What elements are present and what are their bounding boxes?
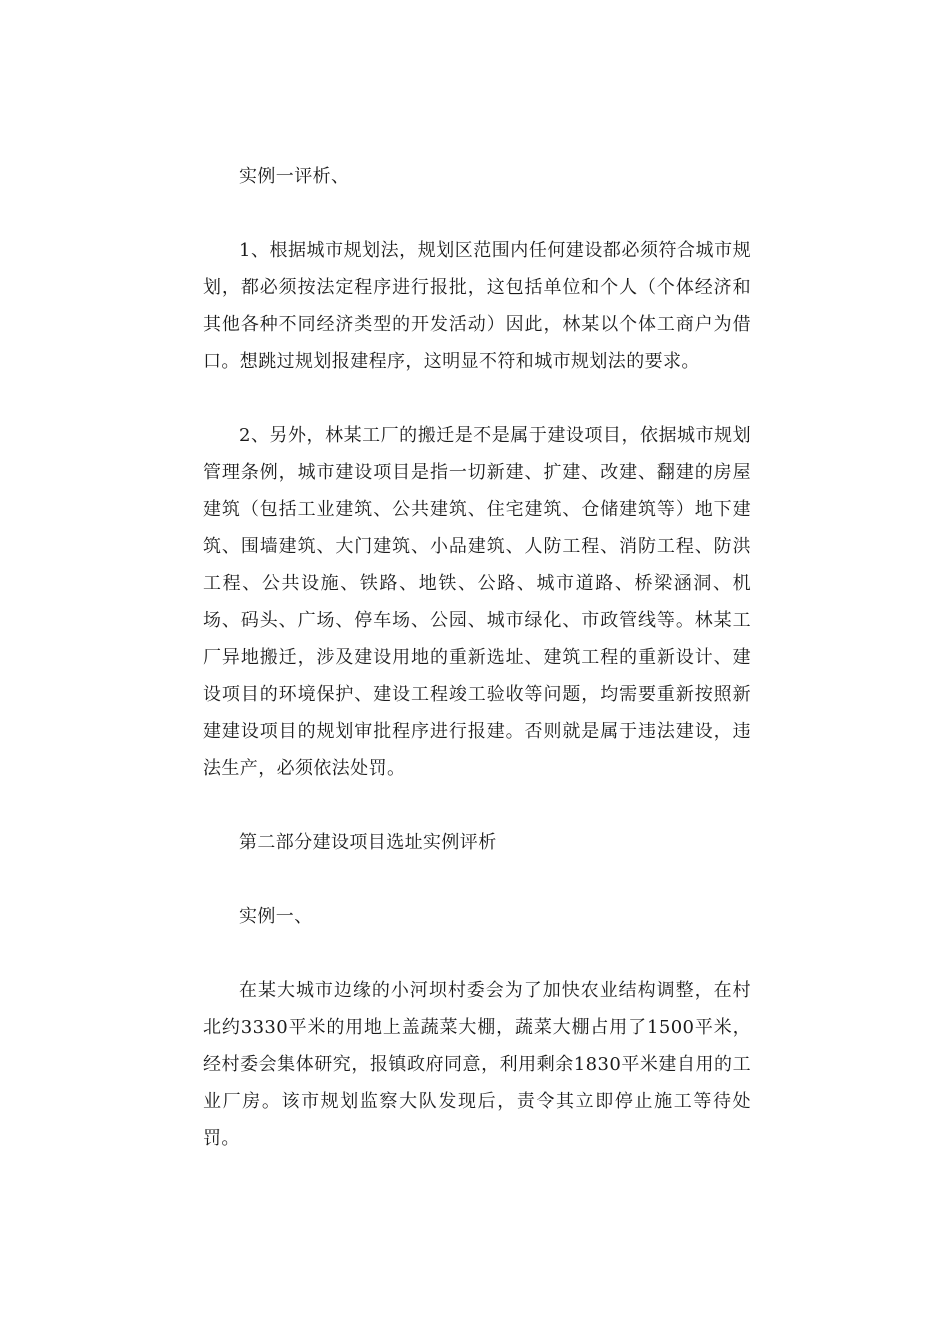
paragraph-case-one-description: 在某大城市边缘的小河坝村委会为了加快农业结构调整，在村北约3330平米的用地上盖蔬菜大棚，蔬菜大棚占用了1500平米，经村委会集体研究，报镇政府同意，利用剩余1830平米建自用的工业厂房。该市规划监察大队发现后，责令其立即停止施工等待处罚。	[203, 980, 751, 1149]
document-body	[203, 158, 751, 1157]
paragraph-spacer	[203, 380, 751, 417]
paragraph-spacer	[203, 787, 751, 824]
heading-case-one: 实例一、	[239, 906, 313, 927]
paragraph-point-2: 2、另外，林某工厂的搬迁是不是属于建设项目，依据城市规划管理条例，城市建设项目是指一切新建、扩建、改建、翻建的房屋建筑（包括工业建筑、公共建筑、住宅建筑、仓储建筑等）地下建筑、围墙建筑、大门建筑、小品建筑、人防工程、消防工程、防洪工程、公共设施、铁路、地铁、公路、城市道路、桥梁涵洞、机场、码头、广场、停车场、公园、城市绿化、市政管线等。林某工厂异地搬迁，涉及建设用地的重新选址、建筑工程的重新设计、建设项目的环境保护、建设工程竣工验收等问题，均需要重新按照新建建设项目的规划审批程序进行报建。否则就是属于违法建设，违法生产，必须依法处罚。	[203, 425, 751, 779]
section-heading-part-two: 第二部分建设项目选址实例评析	[239, 832, 497, 853]
paragraph-point-1: 1、根据城市规划法，规划区范围内任何建设都必须符合城市规划，都必须按法定程序进行报批，这包括单位和个人（个体经济和其他各种不同经济类型的开发活动）因此，林某以个体工商户为借口。想跳过规划报建程序，这明显不符和城市规划法的要求。	[203, 240, 751, 372]
paragraph-spacer	[203, 195, 751, 232]
paragraph-spacer	[203, 861, 751, 898]
heading-case-one-analysis: 实例一评析、	[239, 166, 350, 187]
paragraph-spacer	[203, 935, 751, 972]
